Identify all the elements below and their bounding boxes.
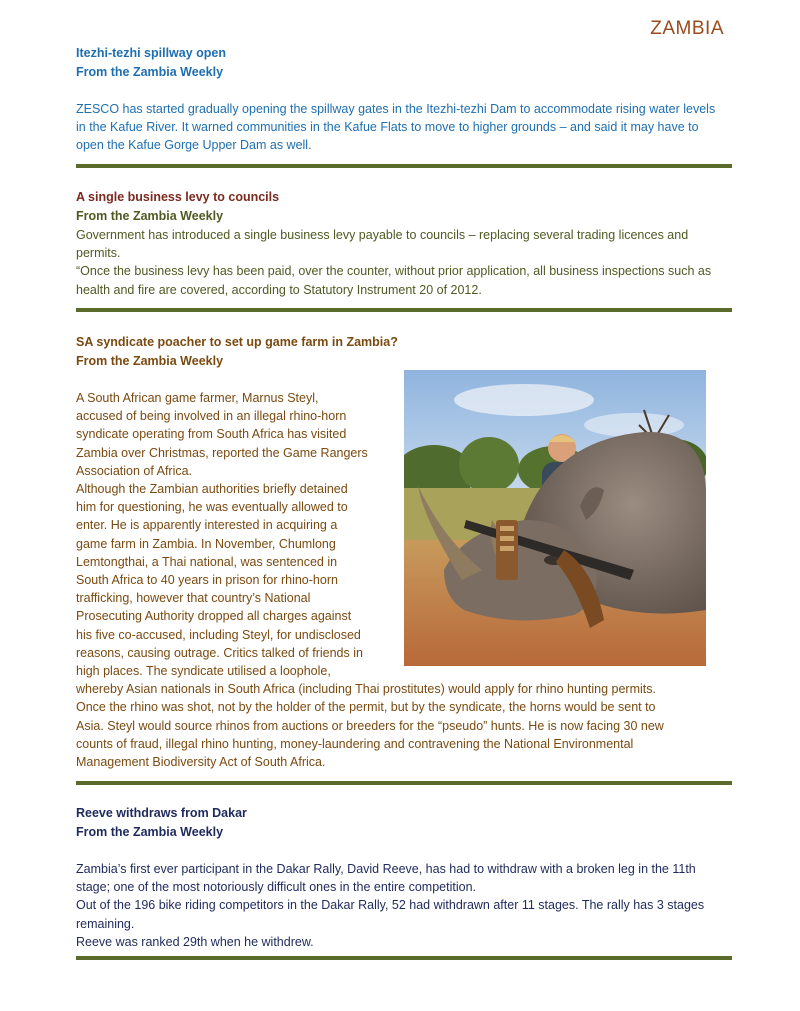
text-line: him for questioning, he was eventually allowed to bbox=[76, 500, 348, 515]
section-divider bbox=[76, 164, 732, 168]
country-heading: ZAMBIA bbox=[650, 18, 724, 39]
article-business-levy bbox=[76, 188, 724, 299]
article-source: From the Zambia Weekly bbox=[76, 65, 224, 79]
article-paragraph: Zambia’s first ever participant in the Dakar Rally, David Reeve, has had to withdraw with a broken leg in the 11th stage; one of the most notoriously difficult ones in the entire competition. bbox=[76, 862, 696, 895]
text-line: Once the rhino was shot, not by the holder of the permit, but by the syndicate, the horns would be sent to bbox=[76, 700, 656, 715]
rhino-hunt-photo bbox=[404, 370, 706, 666]
text-line: Association of Africa. bbox=[76, 463, 193, 478]
article-paragraph: “Once the business levy has been paid, over the counter, without prior application, all business inspections such as health and fire are covered, according to Statutory Instrument 20 of 2012. bbox=[76, 264, 712, 297]
text-line: Asia. Steyl would source rhinos from auctions or breeders for the “pseudo” hunts. He is now facing 30 new bbox=[76, 718, 664, 733]
article-paragraph: Reeve was ranked 29th when he withdrew. bbox=[76, 934, 314, 949]
text-line: Prosecuting Authority dropped all charges against bbox=[76, 609, 352, 624]
text-line: trafficking, however that country’s National bbox=[76, 591, 311, 606]
article-title: SA syndicate poacher to set up game farm in Zambia? bbox=[76, 335, 398, 349]
article-paragraph: Out of the 196 bike riding competitors in the Dakar Rally, 52 had withdrawn after 11 stages. The rally has 3 stages remaining. bbox=[76, 898, 705, 931]
wrapped-text bbox=[76, 389, 401, 680]
text-line: enter. He is apparently interested in acquiring a bbox=[76, 518, 338, 533]
text-line: syndicate operating from South Africa has visited bbox=[76, 427, 347, 442]
text-line: whereby Asian nationals in South Africa (including Thai prostitutes) would apply for rhino hunting permits. bbox=[76, 682, 656, 697]
article-paragraph: ZESCO has started gradually opening the spillway gates in the Itezhi-tezhi Dam to accommodate rising water levels in the Kafue River. It warned communities in the Kafue Flats to move to higher grounds – and said it may have to open the Kafue Gorge Upper Dam as well. bbox=[76, 102, 716, 153]
section-divider bbox=[76, 956, 732, 960]
text-line: Although the Zambian authorities briefly detained bbox=[76, 482, 348, 497]
section-divider bbox=[76, 781, 732, 785]
text-line: reasons, causing outrage. Critics talked of friends in bbox=[76, 645, 363, 660]
article-source: From the Zambia Weekly bbox=[76, 354, 224, 368]
article-title: Reeve withdraws from Dakar bbox=[76, 806, 247, 820]
article-dakar bbox=[76, 804, 724, 951]
full-width-text bbox=[76, 680, 724, 771]
article-title: A single business levy to councils bbox=[76, 190, 280, 204]
article-source: From the Zambia Weekly bbox=[76, 209, 224, 223]
text-line: game farm in Zambia. In November, Chumlong bbox=[76, 536, 336, 551]
article-title: Itezhi-tezhi spillway open bbox=[76, 46, 227, 60]
text-line: accused of being involved in an illegal rhino-horn bbox=[76, 409, 347, 424]
text-line: Zambia over Christmas, reported the Game Rangers bbox=[76, 445, 368, 460]
text-line: high places. The syndicate utilised a loophole, bbox=[76, 664, 331, 679]
text-line: Management Biodiversity Act of South Africa. bbox=[76, 755, 326, 770]
section-divider bbox=[76, 308, 732, 312]
text-line: his five co-accused, including Steyl, for undisclosed bbox=[76, 627, 361, 642]
text-line: South Africa to 40 years in prison for rhino-horn bbox=[76, 573, 338, 588]
article-source: From the Zambia Weekly bbox=[76, 825, 224, 839]
text-line: Lemtongthai, a Thai national, was sentenced in bbox=[76, 554, 338, 569]
text-line: counts of fraud, illegal rhino hunting, money-laundering and contravening the National Environmental bbox=[76, 736, 634, 751]
article-paragraph: Government has introduced a single business levy payable to councils – replacing several trading licences and permits. bbox=[76, 228, 689, 261]
article-itezhi-tezhi bbox=[76, 44, 724, 155]
text-line: A South African game farmer, Marnus Steyl, bbox=[76, 391, 319, 405]
